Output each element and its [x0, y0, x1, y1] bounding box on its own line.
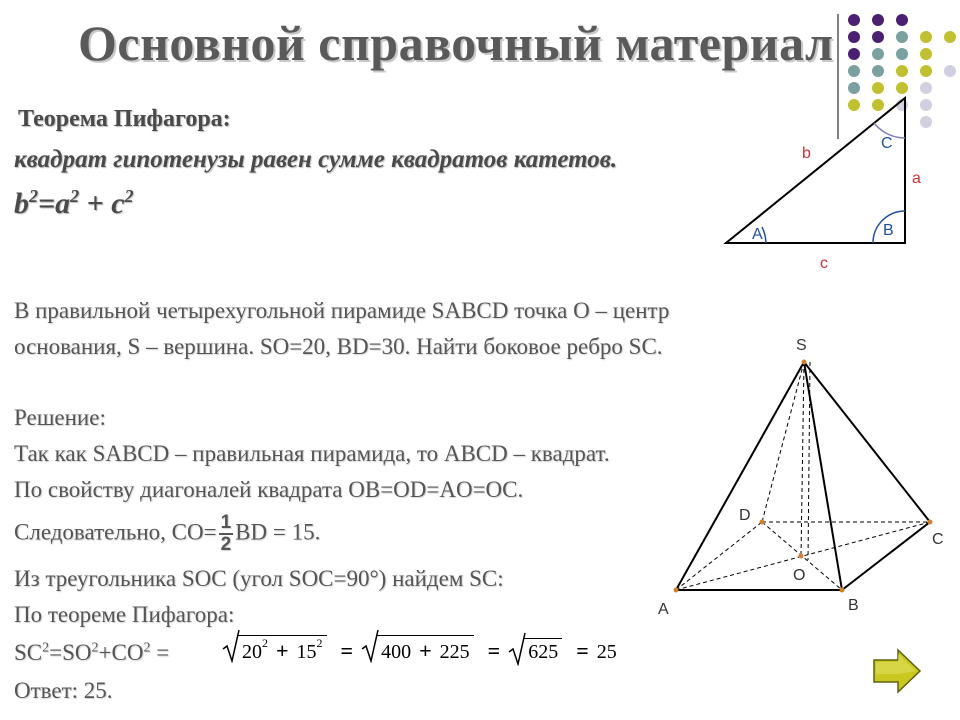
line3-pre: Следовательно, CO=: [14, 519, 217, 545]
fraction-denominator: 2: [220, 534, 232, 555]
theorem-heading: Теорема Пифагора:: [18, 106, 231, 132]
vertex-label-c: C: [932, 531, 944, 548]
sup: 2: [42, 640, 50, 656]
problem-line-1: В правильной четырехугольной пирамиде SABCD точка O – центр: [14, 298, 670, 323]
edge-bc: [842, 522, 930, 590]
eq-text: =: [150, 640, 170, 665]
line3-post: BD = 15.: [235, 519, 321, 545]
formula-sup: 2: [70, 186, 80, 206]
right-triangle-diagram: [720, 86, 910, 276]
vertex-label-o: O: [793, 567, 806, 584]
solution-line-5: По теореме Пифагора:: [14, 602, 235, 627]
edge-sa: [676, 362, 804, 590]
result-25: 25: [596, 641, 617, 663]
exp: 2: [316, 636, 323, 650]
problem-line-2: основания, S – вершина. SO=20, BD=30. Найти боковое ребро SC.: [14, 334, 663, 359]
vertex-label-s: S: [796, 337, 807, 354]
value-400: 400: [381, 641, 412, 663]
sup: 2: [143, 640, 151, 656]
value-20: 20: [242, 641, 262, 663]
sqrt-1: [222, 635, 327, 664]
radical-icon: [508, 632, 526, 666]
vertex-label-d: D: [739, 507, 751, 524]
solution-heading: Решение:: [14, 405, 106, 430]
solution-line-1: Так как SABCD – правильная пирамида, то ABCD – квадрат.: [14, 441, 610, 466]
theorem-formula: [14, 186, 134, 221]
vertex-label-b: B: [883, 222, 894, 239]
sqrt-2: [361, 635, 474, 664]
edge-sb: [804, 362, 842, 590]
vertex-label-c: C: [881, 135, 893, 152]
so-text: =SO: [49, 640, 92, 665]
vertex-label-a: A: [658, 601, 669, 618]
value-225: 225: [439, 641, 470, 663]
edge-sc: [804, 362, 930, 522]
formula-part: + c: [79, 187, 125, 220]
plus-sign: +: [276, 638, 289, 663]
solution-line-2: По свойству диагоналей квадрата OB=OD=AO=OC.: [14, 477, 524, 502]
sqrt-calculation: [222, 635, 617, 669]
equals-sign: =: [487, 638, 501, 663]
theorem-statement: квадрат гипотенузы равен сумме квадратов катетов.: [14, 146, 618, 173]
triangle-shape: [726, 98, 905, 243]
vertex-label-a: A: [752, 226, 763, 243]
page-title: Основной справочный материал: [78, 15, 834, 71]
value-625: 625: [528, 641, 559, 663]
exp: 2: [262, 636, 268, 650]
side-label-c: c: [820, 255, 828, 272]
fraction-numerator: 1: [220, 512, 232, 533]
fraction-one-half: [219, 513, 234, 555]
value-15: 15: [296, 641, 317, 663]
co-text: +CO: [98, 640, 144, 665]
formula-sup: 2: [124, 186, 134, 206]
formula-sup: 2: [29, 186, 38, 206]
solution-line-4: Из треугольника SOC (угол SOC=90°) найдем SC:: [14, 566, 504, 591]
sc-text: SC: [14, 640, 43, 665]
solution-line-3: [14, 513, 320, 555]
plus-sign: +: [419, 638, 432, 663]
equals-sign: =: [340, 638, 354, 663]
equals-sign: =: [576, 638, 589, 663]
right-arrow-icon[interactable]: [872, 648, 922, 694]
side-label-a-outside: a: [912, 170, 921, 187]
formula-part: =a: [38, 187, 71, 220]
solution-line-6: [14, 640, 169, 666]
answer: Ответ: 25.: [14, 678, 113, 703]
radical-icon: [361, 629, 379, 663]
formula-b: b: [14, 187, 29, 220]
radical-icon: [222, 629, 240, 663]
side-label-b: b: [802, 145, 811, 162]
sup: 2: [91, 640, 99, 656]
vertex-label-b: B: [848, 597, 859, 614]
dots-row-1: [848, 14, 908, 26]
sqrt-3: [508, 638, 562, 664]
pyramid-diagram: [650, 330, 960, 630]
